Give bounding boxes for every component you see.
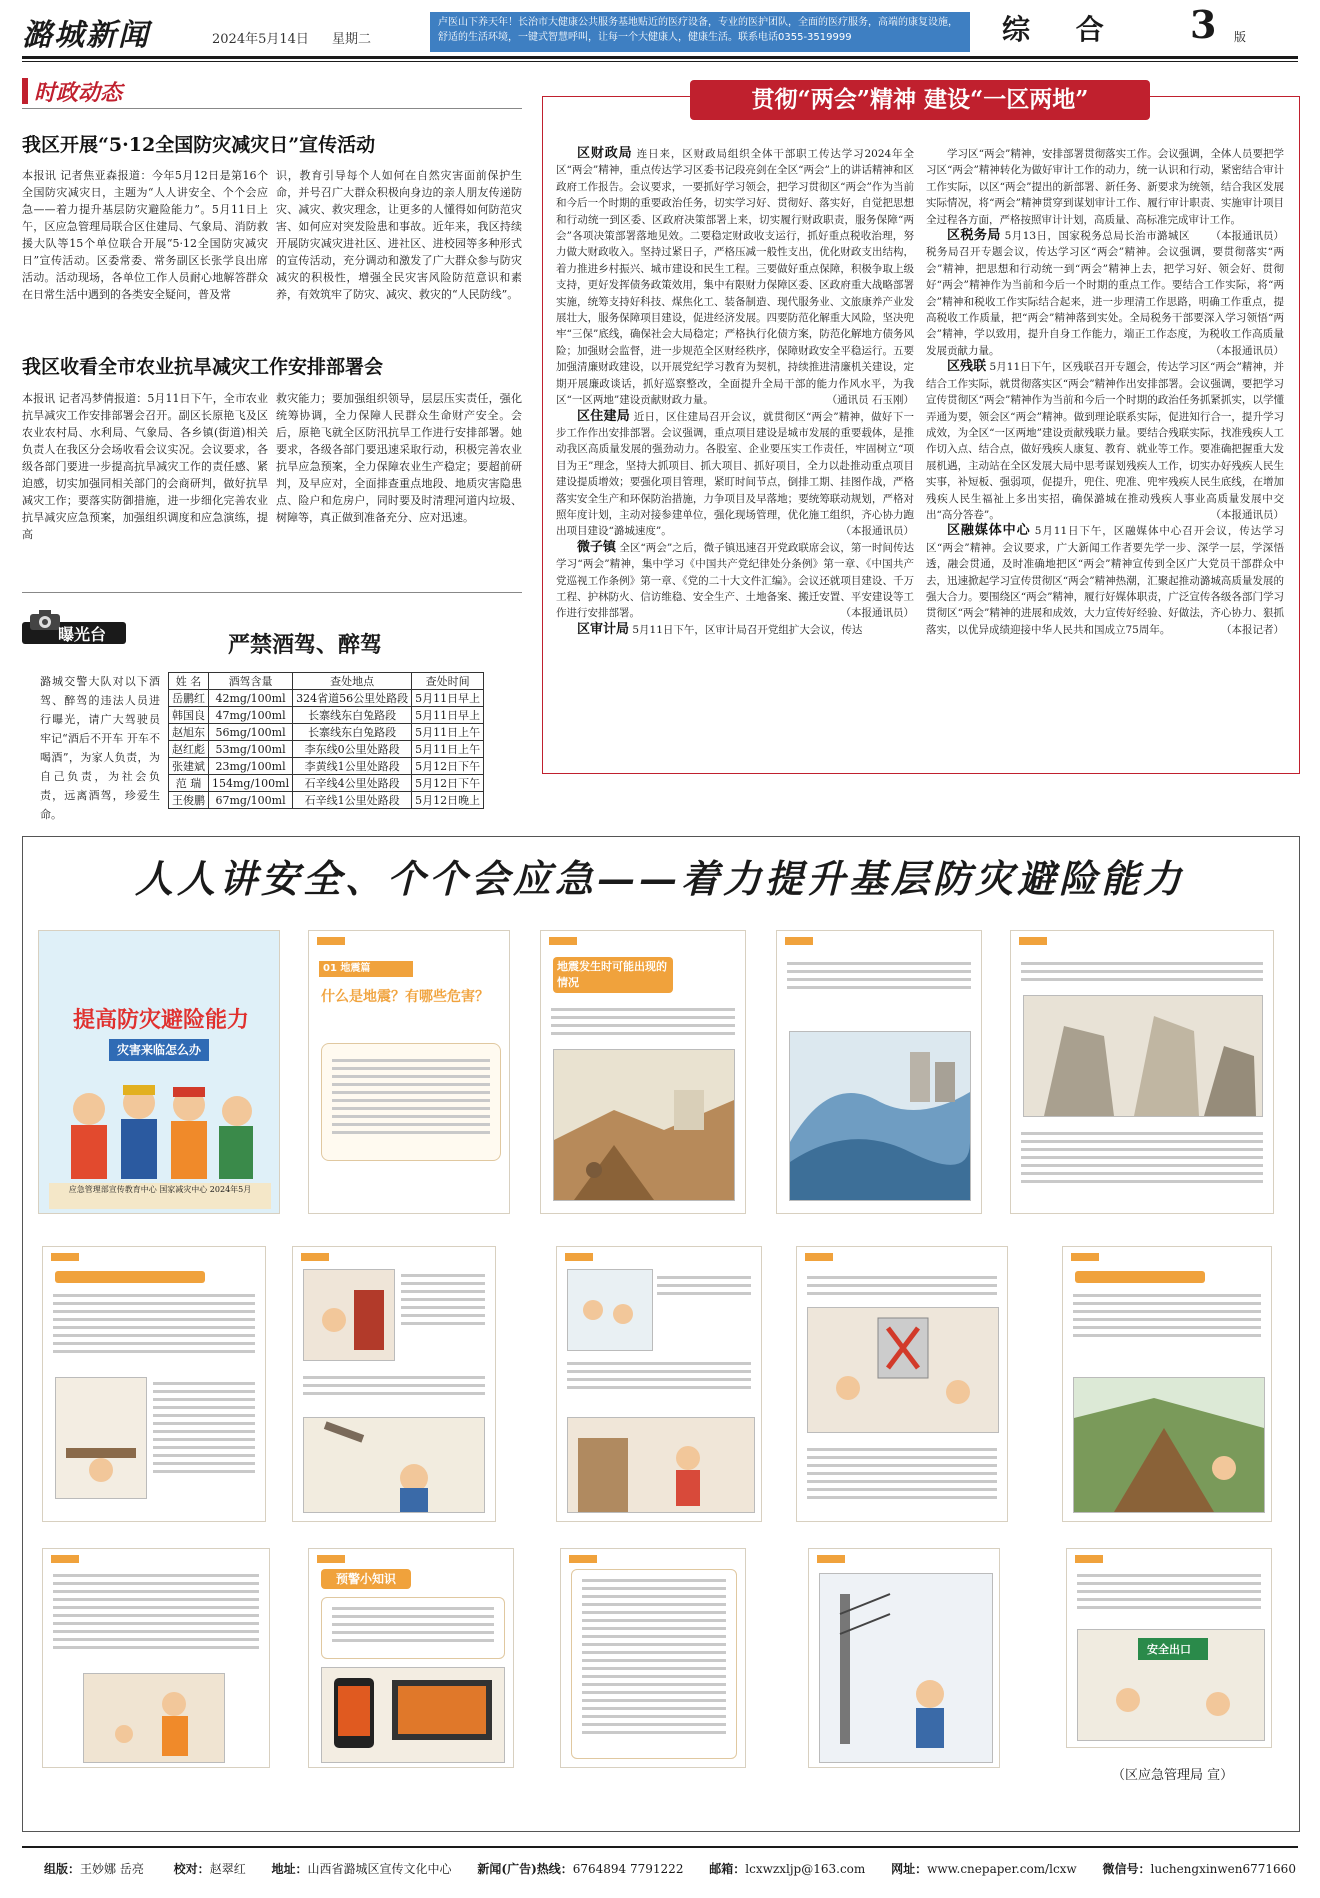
table-cell: 张建斌 (169, 758, 209, 775)
crowd-illustration (567, 1269, 653, 1351)
booklet-page-13 (560, 1548, 746, 1768)
page-tab (1019, 937, 1047, 945)
column-title-block (22, 78, 152, 108)
header-ad: 卢医山下养天年！长治市大健康公共服务基地贴近的医疗设备，专业的医护团队，全面的医疗服务，高端的康复设施，舒适的生活环境，一键式智慧呼叫，让每一个大健康人，健康生活。联系电话0355-3519999 (430, 12, 970, 52)
brief-lead: 区税务局 (947, 228, 1001, 244)
footer-rule (22, 1846, 1298, 1848)
page-tab (301, 1253, 329, 1261)
brief-byline: （本报通讯员） (840, 525, 914, 538)
evacuation-illustration (567, 1417, 755, 1513)
brief-text: 5月11日下午，区审计局召开党组扩大会议，传达 (632, 623, 863, 636)
booklet-page-6 (42, 1246, 266, 1522)
table-header: 查处时间 (412, 673, 484, 690)
table-header: 姓 名 (169, 673, 209, 690)
header-rule (22, 56, 1298, 59)
right-column-2 (926, 146, 1284, 638)
feature-title: 人人讲安全、个个会应急——着力提升基层防灾避险能力 (134, 856, 1185, 901)
text-box (571, 1569, 737, 1759)
booklet-page-14 (808, 1548, 1000, 1768)
table-cell: 5月12日下午 (412, 775, 484, 792)
falling-objects-illustration (303, 1417, 485, 1513)
table-cell: 56mg/100ml (209, 724, 293, 741)
brief-lead: 区审计局 (577, 621, 630, 637)
news-brief (926, 523, 1284, 638)
page-tab (51, 1555, 79, 1563)
table-row (169, 707, 484, 724)
column-title: 时政动态 (34, 80, 123, 106)
table-cell: 王俊鹏 (169, 792, 209, 809)
booklet-page-4 (776, 930, 982, 1214)
text-box (321, 1597, 505, 1659)
no-elevator-illustration (807, 1307, 999, 1433)
table-cell: 岳鹏红 (169, 690, 209, 707)
brief-byline: （通讯员 石玉刚） (826, 394, 914, 407)
table-cell: 5月12日下午 (412, 758, 484, 775)
brief-text: 5月11日下午，区融媒体中心召开会议，传达学习区“两会”精神。会议要求，广大新闻工作者要先学一步、深学一层，学深悟透，融会贯通，及时准确地把区“两会”精神宣传到全区广大党员干部群众中去，迅速掀起学习宣传贯彻区“两会”精神热潮，汇聚起推动潞城高质量发展的强大合力。要围绕区“两会”精神，履行好媒体职责，广泛宣传各级各部门学习贯彻区“两会”精神的进展和成效，大力宣传好经验、好做法，齐心协力、狠抓落实，以优异成绩迎接中华人民共和国成立75周年。 (926, 525, 1285, 636)
news-brief (556, 409, 914, 540)
brief-lead: 区残联 (947, 359, 987, 375)
footer-label: 网址： (891, 1862, 928, 1876)
header-rule-thin (22, 61, 1298, 62)
table-cell: 5月12日晚上 (412, 792, 484, 809)
table-cell: 赵红彪 (169, 741, 209, 758)
table-cell: 李东线0公里处路段 (293, 741, 412, 758)
page-tab (549, 937, 577, 945)
right-column-1 (556, 146, 914, 638)
page-tab (1075, 1555, 1103, 1563)
brief-lead: 区住建局 (577, 408, 631, 424)
article1-headline: 我区开展“5·12全国防灾减灾日”宣传活动 (22, 134, 376, 156)
footer-wechat: luchengxinwen6771660 (1150, 1862, 1296, 1876)
table-cell: 李黄线1公里处路段 (293, 758, 412, 775)
rescue-child-illustration (83, 1673, 225, 1763)
table-cell: 5月11日上午 (412, 724, 484, 741)
issue-date: 2024年5月14日 (212, 32, 309, 47)
news-brief (556, 540, 914, 622)
page-tab (785, 937, 813, 945)
page-tab (317, 937, 345, 945)
table-cell: 47mg/100ml (209, 707, 293, 724)
page-tab (817, 1555, 845, 1563)
outdoor-safety-illustration (819, 1573, 993, 1763)
brief-text: 5月11日下午，区残联召开专题会，传达学习区“两会”精神，并结合工作实际，就贯彻落实区“两会”精神作出安排部署。会议强调，要把学习宣传贯彻区“两会”精神作为当前和今后一个时期的政治任务抓紧抓实，以学懂弄通为要，领会区“两会”精神。做到理论联系实际，促进知行合一，提升学习成效，为全区“一区两地”建设贡献残联力量。要结合残联实际，找准残疾人工作切入点、结合点，做好残疾人康复、教育、就业等工作。要准确把握重大发展机遇，主动站在全区发展大局中思考谋划残疾人工作，切实办好残疾人民生实事，补短板、强弱项，促提升，兜住、兜准、兜牢残疾人民生底线，在增加残疾人民生福祉上多出实招，确保潞城在推动残疾人事业高质量发展中交出“高分答卷”。 (926, 361, 1284, 521)
brief-text: 近日，区住建局召开会议，就贯彻区“两会”精神，做好下一步工作作出安排部署。会议强调，重点项目建设是城市发展的重要载体，是推动我区高质量发展的强劲动力。各股室、企业要压实工作责任，牢固树立“项目为王”理念，坚持大抓项目、抓大项目、抓好项目，全力以赴推动重点项目建设提质增效；要强化项目管理，紧盯时间节点，倒排工期、挂图作战，严格落实安全生产和环保防治措施，力争项目及早落地；要统筹联动规划，严格对照年度计划，主动对接参建单位，强化现场管理，优化施工组织，齐心协力跑出项目建设“潞城速度”。 (556, 410, 914, 538)
table-cell: 67mg/100ml (209, 792, 293, 809)
footer-label: 微信号： (1102, 1862, 1151, 1876)
table-cell: 5月11日早上 (412, 690, 484, 707)
indoor-illustration (303, 1269, 395, 1361)
booklet-page-10 (1062, 1246, 1272, 1522)
footer-label: 邮箱： (709, 1862, 746, 1876)
page-tab (317, 1555, 345, 1563)
booklet-page-12 (308, 1548, 514, 1768)
page-heading: 预警小知识 (321, 1569, 411, 1589)
table-row (169, 792, 484, 809)
section-label: 01 地震篇 (319, 961, 413, 977)
cover-footer: 应急管理部宣传教育中心 国家减灾中心 2024年5月 (49, 1183, 271, 1209)
booklet-page-7 (292, 1246, 496, 1522)
booklet-page-2 (308, 930, 510, 1214)
mudslide-illustration (1073, 1377, 1265, 1513)
badge-label: 曝光台 (58, 625, 107, 644)
footer-website[interactable]: www.cnepaper.com/lcxw (927, 1862, 1077, 1876)
table-cell: 53mg/100ml (209, 741, 293, 758)
table-cell: 韩国良 (169, 707, 209, 724)
booklet-page-8 (556, 1246, 762, 1522)
table-cell: 石辛线4公里处路段 (293, 775, 412, 792)
table-cell: 范 瑞 (169, 775, 209, 792)
table-cell: 5月11日早上 (412, 707, 484, 724)
footer-label: 组版： (44, 1862, 81, 1876)
table-cell: 赵旭东 (169, 724, 209, 741)
exit-sign: 安全出口 (1147, 1643, 1191, 1656)
table-cell: 长寨线东白兔路段 (293, 724, 412, 741)
booklet-page-11 (42, 1548, 270, 1768)
two-sessions-banner: 贯彻“两会”精神 建设“一区两地” (690, 80, 1150, 120)
warning-screens-illustration (321, 1667, 505, 1763)
footer-label: 新闻(广告)热线： (477, 1862, 573, 1876)
cover-page (38, 930, 280, 1214)
table-cell: 5月11日上午 (412, 741, 484, 758)
footer-label: 地址： (271, 1862, 308, 1876)
heading-bar (1075, 1271, 1205, 1283)
feature-credit: （区应急管理局 宣） (1112, 1768, 1234, 1783)
page-number: 3 (1190, 2, 1217, 47)
divider (22, 108, 522, 109)
camera-icon (28, 608, 62, 630)
article2-col1: 本报讯 记者冯梦倩报道：5月11日下午，全市农业抗旱减灾工作安排部署会召开。副区长原艳飞及区农业农村局、水利局、气象局、各乡镇(街道)相关负责人在我区分会场收看会议实况。会议要求，各级各部门要进一步提高抗旱减灾工作的责任感、紧迫感，切实加强同相关部门的会商研判，做好抗旱减灾工作；要落实防御措施，进一步细化完善农业抗旱减灾应急预案，加强组织调度和应急演练，提高 (22, 392, 268, 541)
landslide-illustration (553, 1049, 735, 1201)
footer-editor: 王妙娜 岳亮 (80, 1862, 144, 1876)
earthquake-question: 什么是地震？有哪些危害？ (321, 989, 489, 1005)
news-brief (926, 359, 1284, 523)
page-tab (565, 1253, 593, 1261)
news-brief (556, 146, 914, 409)
page-tab (569, 1555, 597, 1563)
drunk-driving-table (168, 672, 484, 809)
footer-label: 校对： (173, 1862, 210, 1876)
text-box (321, 1043, 501, 1161)
table-cell: 石辛线1公里处路段 (293, 792, 412, 809)
brief-text: 全区“两会”之后，微子镇迅速召开党政联席会议，第一时间传达学习“两会”精神，集中学习《中国共产党纪律处分条例》第一章、《中国共产党巡视工作条例》第一章、《党的二十大文件汇编》。会议还就项目建设、千万工程、护林防火、信访维稳、安全生产、土地备案、搬迁安置、平安建设等工作进行安排部署。 (556, 541, 914, 620)
article1-col1: 本报讯 记者焦亚森报道：今年5月12日是第16个全国防灾减灾日，主题为“人人讲安全、个个会应急——着力提升基层防灾避险能力”。5月11日上午，区应急管理局联合区住建局、气象局、消防救援大队等15个单位联合开展“5·12全国防灾减灾日”宣传活动。区委常委、常务副区长张学良出席活动。活动现场，各单位工作人员耐心地解答群众在日常生活中遇到的各类安全疑问，普及常 (22, 169, 268, 301)
table-header-row (169, 673, 484, 690)
booklet-page-15 (1066, 1548, 1272, 1748)
page-suffix: 版 (1234, 30, 1247, 44)
newspaper-logo: 潞城新闻 (22, 18, 150, 53)
table-header: 查处地点 (293, 673, 412, 690)
exposure-headline: 严禁酒驾、醉驾 (228, 632, 383, 658)
brief-byline: （本报通讯员） (1210, 344, 1284, 357)
brief-text: 5月13日，国家税务总局长治市潞城区税务局召开专题会议，传达学习区“两会”精神。会议强调，要贯彻落实“两会”精神，把思想和行动统一到“两会”精神上去，把学习好、领会好、贯彻好“两会”精神作为当前和今后一个时期的重点工作。要结合工作实际，将“两会”精神和税收工作实际结合起来，进一步理清工作思路，明确工作重点，提高税收工作质量，把“两会”精神落到实处。全局税务干部要深入学习领悟“两会”精神，学以致用，提升自身工作能力，端正工作态度，为税收工作高质量发展贡献力量。 (926, 230, 1284, 357)
exposure-intro: 潞城交警大队对以下酒驾、醉驾的违法人员进行曝光，请广大驾驶员牢记“酒后不开车 开车不喝酒”，为家人负责，为自己负责，为社会负责，远离酒驾，珍爱生命。 (40, 675, 160, 821)
page-heading: 地震发生时可能出现的情况 (553, 957, 673, 993)
cover-title: 提高防灾避险能力 (72, 1008, 249, 1033)
table-row (169, 724, 484, 741)
masthead (22, 2, 1298, 54)
table-cell: 324省道56公里处路段 (293, 690, 412, 707)
brief-text: 学习区“两会”精神，安排部署贯彻落实工作。会议强调，全体人员要把学习区“两会”精神转化为做好审计工作的动力，统一认识和行动，紧密结合审计工作实际，以区“两会”提出的新部署、新任务、新要求为统领，结合我区发展实际情况，将“两会”精神贯穿到谋划审计工作、履行审计职责、实施审计项目全过程各方面，严格按照审计计划，高质量、高标准完成审计工作。 (926, 148, 1284, 226)
rescue-team-illustration (49, 1069, 271, 1179)
footer-hotline: 6764894 7791222 (572, 1862, 684, 1876)
page-tab (805, 1253, 833, 1261)
collapse-illustration (1023, 995, 1263, 1117)
section-name: 综 合 (1002, 13, 1122, 46)
table-cell: 长寨线东白兔路段 (293, 707, 412, 724)
divider (22, 592, 522, 593)
table-row (169, 690, 484, 707)
table-cell: 23mg/100ml (209, 758, 293, 775)
article1-col2: 识，教育引导每个人如何在自然灾害面前保护生命，并号召广大群众积极向身边的亲人朋友传递防灾、减灾、救灾理念，让更多的人懂得如何防范灾害、如何应对突发险患和事故。近年来，我区持续开展防灾减灾进社区、进社区、进校园等多种形式的宣传活动，充分调动和激发了广大群众参与防灾减灾的积极性，增强全民灾害风险防范意识和素养，有效筑牢了防灾、减灾、救灾的“人民防线”。 (276, 169, 522, 301)
brief-byline: （本报通讯员） (1210, 230, 1284, 243)
article2-headline: 我区收看全市农业抗旱减灾工作安排部署会 (22, 356, 384, 378)
footer-email[interactable]: lcxwzxljp@163.com (745, 1862, 866, 1876)
table-cell: 154mg/100ml (209, 775, 293, 792)
booklet-page-5 (1010, 930, 1274, 1214)
brief-byline: （本报通讯员） (840, 607, 914, 620)
booklet-page-9 (796, 1246, 1008, 1522)
article2-col2: 救灾能力；要加强组织领导，层层压实责任，强化统筹协调，全力保障人民群众生命财产安全。会后，原艳飞就全区防汛抗旱工作进行安排部署。她要求，各级各部门要迅速采取行动，积极完善农业抗旱应急预案，全力保障农业生产稳定；要超前研判，及早应对，全面排查重点地段、地质灾害隐患点、险户和危房户，同时要及时清理河道内垃圾、树障等，真正做到准备充分、应对迅速。 (276, 392, 522, 524)
footer-address: 山西省潞城区宣传文化中心 (307, 1862, 452, 1876)
page-tab (1071, 1253, 1099, 1261)
exposure-badge (22, 608, 126, 648)
table-row (169, 741, 484, 758)
issue-weekday: 星期二 (332, 32, 372, 47)
brief-text: 连日来，区财政局组织全体干部职工传达学习2024年全区“两会”精神，重点传达学习区委书记段亮剑在全区“两会”上的讲话精神和区政府工作报告。会议要求，一要抓好学习领会，把学习贯彻区“两会”作为当前和今后一个时期的重要政治任务，切实学习好、贯彻好、落实好，自觉把思想和行动统一到区委、区政府决策部署上来，切实履行财政职责，服务保障“两会”各项决策部署落地见效。二要稳定财政收支运行，抓好重点税收治理，努力做大财政收入。坚持过紧日子，严格压减一般性支出，优化财政支出结构，着力推进乡村振兴、城市建设和民生工程。三要做好重点保障，积极争取上级支持，更好发挥债务政策效用，集中有限财力保障区委、区政府重大战略部署实施，统筹支持好科技、煤焦化工、装备制造、现代服务业、文旅康养产业发展壮大，服务保障项目建设，促进经济发展。四要防范化解重大风险，坚决兜牢“三保”底线，确保社会大局稳定；严格执行化债方案，防范化解地方债务风险；加强财会监督，进一步规范全区财经秩序，保障财政安全平稳运行。五要加强清廉财政建设，以开展党纪学习教育为契机，持续推进清廉机关建设，定期开展廉政谈话，抓好巡察整改，全面提升全局干部的能力作风水平，为我区“一区两地”建设贡献财政力量。 (556, 148, 914, 407)
footer-proof: 赵翠红 (209, 1862, 246, 1876)
tsunami-illustration (789, 1031, 971, 1201)
shelter-illustration (55, 1377, 147, 1499)
table-header: 酒驾含量 (209, 673, 293, 690)
news-brief (926, 228, 1284, 359)
page-tab (51, 1253, 79, 1261)
cover-subtitle: 灾害来临怎么办 (109, 1039, 209, 1061)
table-cell: 42mg/100ml (209, 690, 293, 707)
table-row (169, 758, 484, 775)
heading-bar (55, 1271, 205, 1283)
footer (44, 1860, 1304, 1877)
table-row (169, 775, 484, 792)
brief-lead: 微子镇 (577, 539, 617, 555)
booklet-page-3 (540, 930, 746, 1214)
brief-byline: （本报通讯员） (1210, 508, 1284, 521)
brief-byline: （本报记者） (1221, 623, 1284, 636)
title-accent-bar (22, 78, 28, 104)
news-brief (556, 622, 914, 638)
brief-lead: 区财政局 (577, 146, 633, 161)
brief-lead: 区融媒体中心 (947, 523, 1031, 539)
